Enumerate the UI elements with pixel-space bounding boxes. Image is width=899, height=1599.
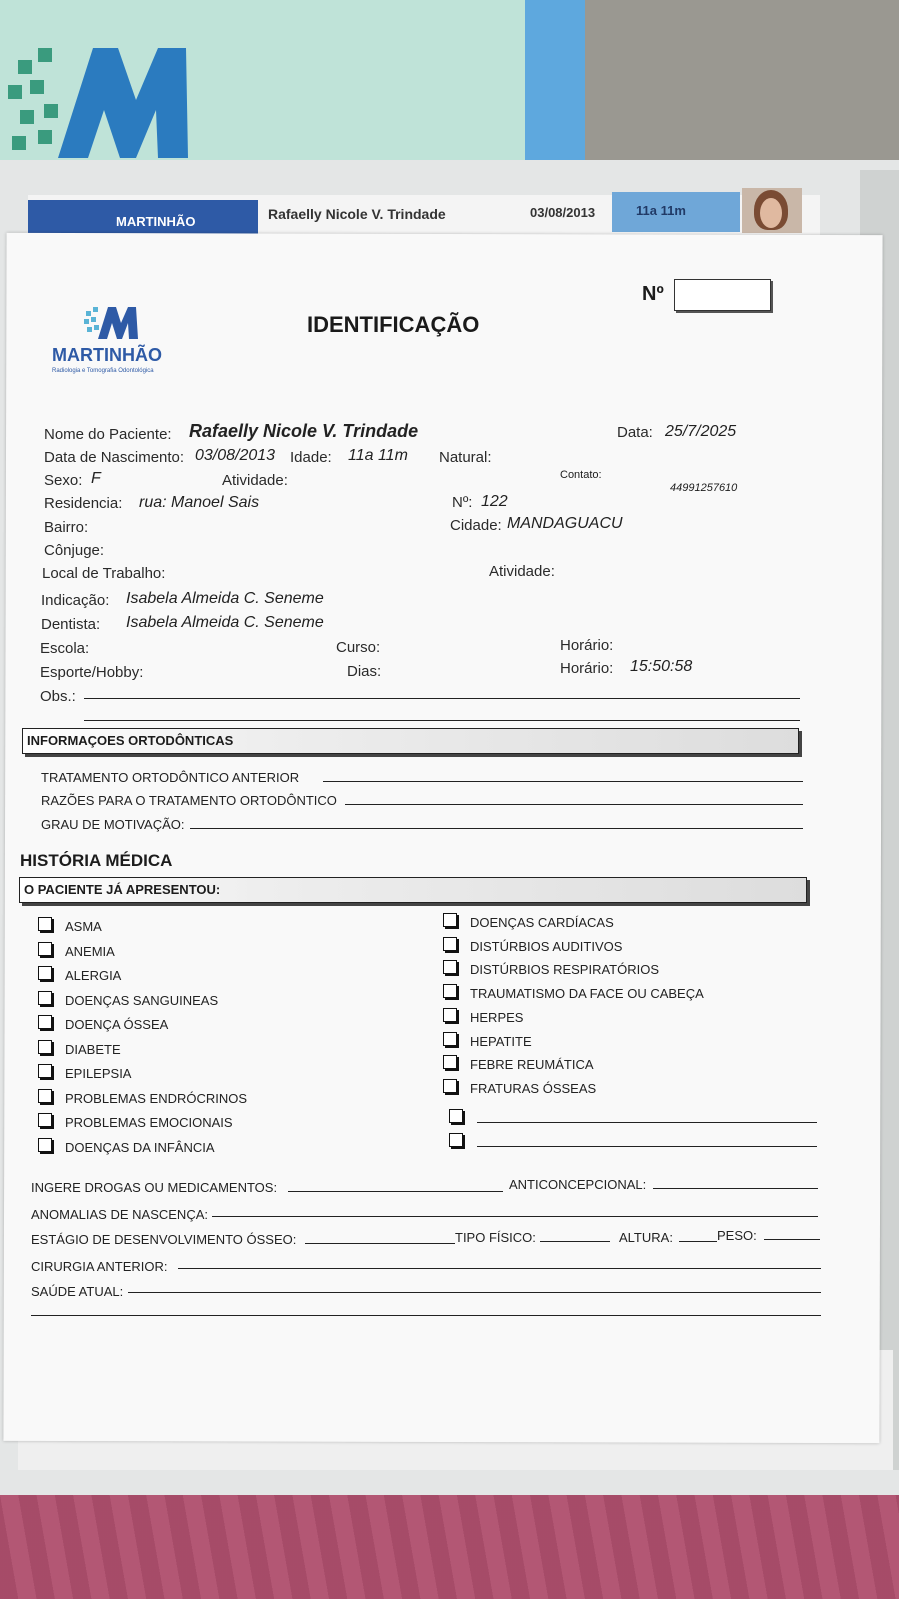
- date-label: Data:: [617, 424, 653, 441]
- medical-section-bar: [19, 877, 807, 903]
- right-label: HERPES: [470, 1009, 524, 1025]
- course-label: Curso:: [336, 639, 381, 656]
- contraceptive-line[interactable]: [653, 1188, 818, 1189]
- left-label: ALERGIA: [65, 968, 122, 983]
- contact-value[interactable]: 44991257610: [670, 482, 738, 494]
- health-label: SAÚDE ATUAL:: [31, 1284, 124, 1299]
- fabric-texture: [0, 1495, 899, 1599]
- right-label: FEBRE REUMÁTICA: [470, 1057, 594, 1073]
- ortho-section-title: INFORMAÇOES ORTODÔNTICAS: [27, 733, 234, 748]
- left-checkbox[interactable]: [38, 1064, 52, 1078]
- left-label: EPILEPSIA: [65, 1066, 132, 1081]
- ortho-motivation-line[interactable]: [190, 828, 803, 829]
- house-number-value[interactable]: 122: [481, 493, 508, 510]
- extra-line-1[interactable]: [477, 1122, 817, 1123]
- date-value[interactable]: 25/7/2025: [665, 423, 737, 440]
- left-label: ANEMIA: [65, 943, 115, 959]
- spouse-label: Cônjuge:: [44, 542, 105, 559]
- brand-subtitle: Radiologia e Tomografia Odontológica: [52, 368, 154, 374]
- ortho-previous-label: TRATAMENTO ORTODÔNTICO ANTERIOR: [41, 770, 300, 785]
- left-checkbox[interactable]: [38, 1089, 52, 1103]
- anomalies-label: ANOMALIAS DE NASCENÇA:: [31, 1207, 208, 1222]
- referral-value[interactable]: Isabela Almeida C. Seneme: [126, 590, 324, 607]
- left-label: PROBLEMAS ENDRÓCRINOS: [65, 1090, 248, 1106]
- form-number-field[interactable]: [674, 279, 771, 311]
- right-label: TRAUMATISMO DA FACE OU CABEÇA: [470, 986, 704, 1002]
- ortho-reasons-label: RAZÕES PARA O TRATAMENTO ORTODÔNTICO: [41, 793, 337, 808]
- left-checkbox[interactable]: [38, 917, 52, 931]
- medical-history-title: HISTÓRIA MÉDICA: [20, 851, 173, 870]
- right-label: HEPATITE: [470, 1033, 532, 1049]
- city-value[interactable]: MANDAGUACU: [507, 515, 623, 532]
- sex-value[interactable]: F: [91, 470, 101, 487]
- district-label: Bairro:: [44, 519, 89, 536]
- schedule2-value[interactable]: 15:50:58: [630, 658, 693, 675]
- work-activity-label: Atividade:: [489, 563, 555, 580]
- extra-checkbox-1[interactable]: [449, 1109, 463, 1123]
- bone-stage-line[interactable]: [305, 1243, 455, 1244]
- activity-label: Atividade:: [222, 472, 288, 489]
- right-checkbox[interactable]: [443, 1008, 457, 1022]
- patient-name-label: Nome do Paciente:: [44, 426, 172, 443]
- poster-stripe: [525, 0, 585, 160]
- left-checkbox[interactable]: [38, 1113, 52, 1127]
- right-checkbox[interactable]: [443, 913, 457, 927]
- right-checkbox[interactable]: [443, 984, 457, 998]
- right-checkbox[interactable]: [443, 937, 457, 951]
- left-label: ASMA: [65, 919, 102, 934]
- right-label: DISTÚRBIOS RESPIRATÓRIOS: [470, 962, 660, 978]
- birth-date-label: Data de Nascimento:: [44, 449, 185, 466]
- left-checkbox[interactable]: [38, 991, 52, 1005]
- ortho-section-bar: [22, 728, 799, 754]
- bone-stage-label: ESTÁGIO DE DESENVOLVIMENTO ÓSSEO:: [31, 1232, 297, 1247]
- left-checkbox[interactable]: [38, 1015, 52, 1029]
- days-label: Dias:: [347, 663, 382, 680]
- left-label: DOENÇAS SANGUINEAS: [65, 992, 219, 1008]
- contact-label: Contato:: [560, 469, 602, 481]
- referral-label: Indicação:: [41, 592, 110, 609]
- label-birth-date: 03/08/2013: [530, 205, 596, 220]
- right-label: FRATURAS ÓSSEAS: [470, 1080, 597, 1096]
- left-label: DOENÇAS DA INFÂNCIA: [65, 1139, 215, 1155]
- poster-logo-icon: [8, 40, 198, 160]
- health-line-1[interactable]: [128, 1292, 821, 1293]
- drugs-line[interactable]: [288, 1191, 503, 1192]
- school-label: Escola:: [40, 640, 90, 657]
- form-number-label: Nº: [642, 283, 664, 305]
- residence-value[interactable]: rua: Manoel Sais: [139, 494, 260, 511]
- photo-face: [760, 198, 782, 228]
- sport-label: Esporte/Hobby:: [40, 664, 144, 681]
- right-checkbox[interactable]: [443, 1055, 457, 1069]
- contraceptive-label: ANTICONCEPCIONAL:: [509, 1177, 647, 1192]
- left-checkbox[interactable]: [38, 1138, 52, 1152]
- ortho-previous-line[interactable]: [323, 781, 803, 782]
- label-age: 11a 11m: [636, 203, 686, 218]
- age-label: Idade:: [290, 449, 332, 466]
- brand-name: MARTINHÃO: [52, 345, 162, 365]
- schedule2-label: Horário:: [560, 660, 614, 677]
- house-number-label: Nº:: [452, 494, 473, 511]
- page-title: IDENTIFICAÇÃO: [307, 312, 480, 337]
- weight-label: PESO:: [717, 1228, 757, 1243]
- left-label: DIABETE: [65, 1041, 121, 1057]
- health-line-2[interactable]: [31, 1315, 821, 1316]
- sex-label: Sexo:: [44, 472, 83, 489]
- left-label: PROBLEMAS EMOCIONAIS: [65, 1115, 233, 1130]
- left-checkbox[interactable]: [38, 1040, 52, 1054]
- patient-name-value[interactable]: Rafaelly Nicole V. Trindade: [189, 421, 419, 441]
- natural-label: Natural:: [439, 449, 492, 466]
- martinhao-logo-icon: [84, 305, 142, 341]
- ortho-motivation-label: GRAU DE MOTIVAÇÃO:: [41, 817, 185, 832]
- schedule-label: Horário:: [560, 637, 614, 654]
- left-checkbox[interactable]: [38, 966, 52, 980]
- left-checkbox[interactable]: [38, 942, 52, 956]
- label-brand: MARTINHÃO: [28, 200, 258, 236]
- age-value[interactable]: 11a 11m: [348, 447, 408, 464]
- extra-checkbox-2[interactable]: [449, 1133, 463, 1147]
- right-label: DISTÚRBIOS AUDITIVOS: [470, 938, 623, 954]
- body-type-line[interactable]: [540, 1241, 610, 1242]
- birth-date-value[interactable]: 03/08/2013: [195, 447, 276, 464]
- label-patient-name: Rafaelly Nicole V. Trindade: [268, 206, 446, 222]
- right-checkbox[interactable]: [443, 1032, 457, 1046]
- obs-label: Obs.:: [40, 688, 76, 705]
- dentist-label: Dentista:: [41, 616, 101, 633]
- weight-line[interactable]: [764, 1239, 820, 1240]
- surgery-label: CIRURGIA ANTERIOR:: [31, 1259, 168, 1274]
- surgery-line[interactable]: [178, 1268, 821, 1269]
- city-label: Cidade:: [450, 517, 502, 534]
- height-line[interactable]: [679, 1241, 717, 1242]
- right-checkbox[interactable]: [443, 1079, 457, 1093]
- anomalies-line[interactable]: [212, 1216, 818, 1217]
- obs-line-1[interactable]: [84, 698, 800, 699]
- ortho-reasons-line[interactable]: [345, 804, 803, 805]
- height-label: ALTURA:: [619, 1230, 673, 1245]
- medical-section-title: O PACIENTE JÁ APRESENTOU:: [24, 882, 221, 897]
- residence-label: Residencia:: [44, 495, 123, 512]
- obs-line-2[interactable]: [84, 720, 800, 721]
- drugs-label: INGERE DROGAS OU MEDICAMENTOS:: [31, 1180, 278, 1195]
- body-type-label: TIPO FÍSICO:: [455, 1230, 536, 1245]
- right-label: DOENÇAS CARDÍACAS: [470, 915, 614, 930]
- left-label: DOENÇA ÓSSEA: [65, 1017, 169, 1032]
- workplace-label: Local de Trabalho:: [42, 565, 166, 582]
- right-checkbox[interactable]: [443, 960, 457, 974]
- extra-line-2[interactable]: [477, 1146, 817, 1147]
- dentist-value[interactable]: Isabela Almeida C. Seneme: [126, 614, 324, 631]
